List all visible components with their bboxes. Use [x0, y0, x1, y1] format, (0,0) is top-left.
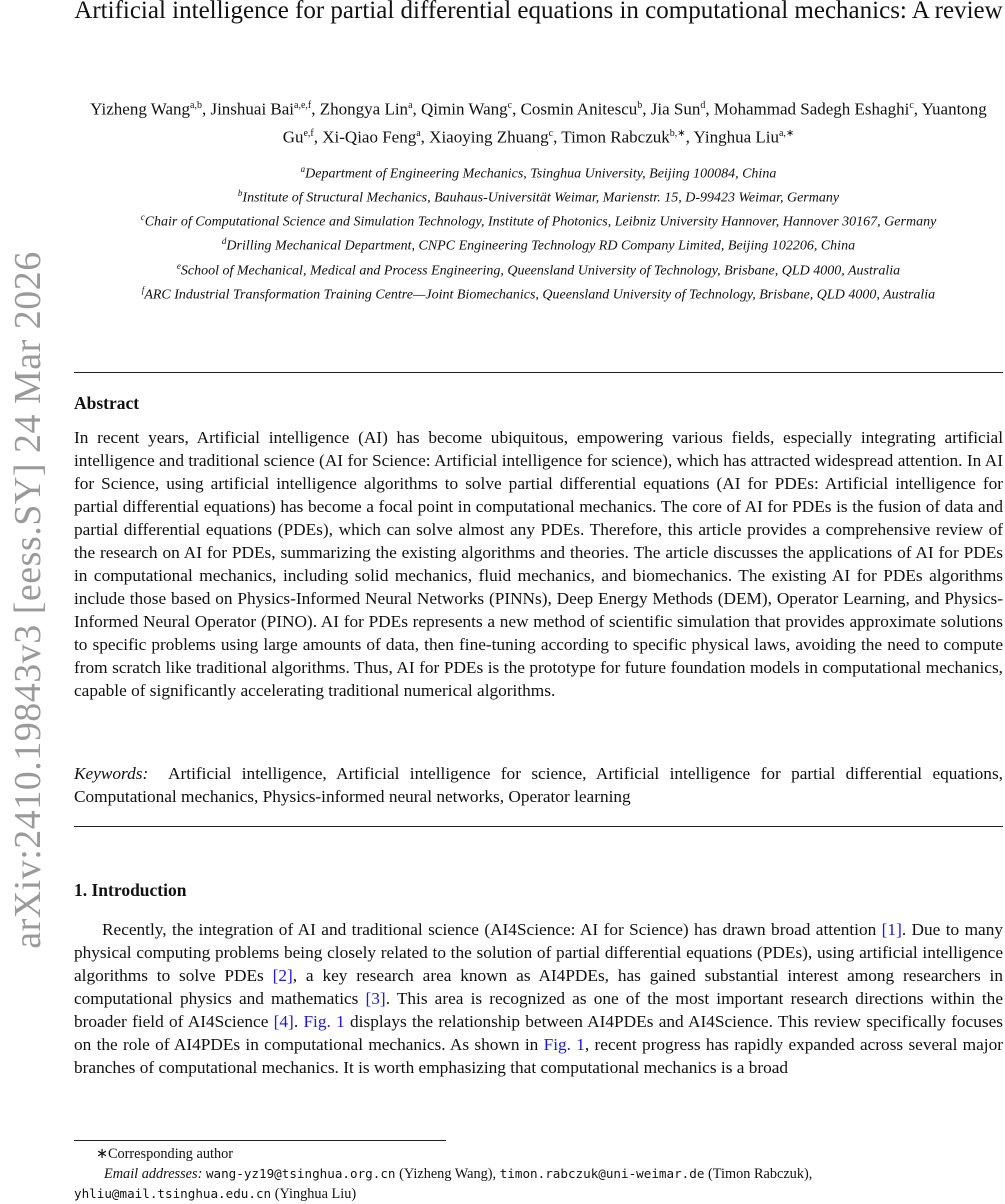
- author-affiliation-mark: a: [416, 127, 421, 139]
- author-name: Timon Rabczuk: [561, 127, 670, 147]
- affiliation-text: Department of Engineering Mechanics, Tsinghua University, Beijing 100084, China: [305, 166, 777, 182]
- affiliation-key: b: [237, 188, 243, 199]
- introduction-paragraph: Recently, the integration of AI and traditional science (AI4Science: AI for Science) has drawn broad attention [1]. Due to many physical computing problems being closely related to the solution of partial differential equations (PDEs), using artificial intelligence algorithms to solve PDEs [2], a key research area known as AI4PDEs, has gained substantial interest among researchers in computational physics and mathematics [3]. This area is recognized as one of the most important research directions within the broader field of AI4Science [4]. Fig. 1 displays the relationship between AI4PDEs and AI4Science. This review specifically focuses on the role of AI4PDEs in computational mechanics. As shown in Fig. 1, recent progress has rapidly expanded across several major branches of computational mechanics. It is worth emphasizing that computational mechanics is a broad: [74, 920, 1003, 1077]
- affiliation-key: c: [140, 212, 145, 223]
- citation-link[interactable]: [4]: [273, 1012, 294, 1031]
- author-affiliation-mark: c: [548, 127, 554, 139]
- affiliation-line: [74, 257, 1003, 281]
- author-name: Jinshuai Bai: [210, 99, 295, 119]
- affiliation-line: [74, 160, 1003, 184]
- abstract-heading: Abstract: [74, 393, 140, 413]
- abstract-text: In recent years, Artificial intelligence (AI) has become ubiquitous, empowering various fields, especially integrating artificial intelligence and traditional science (AI for Science: Artificial intelligence for science), which has attracted widespread attention. In AI for Science, using artificial intelligence algorithms to solve partial differential equations (AI for PDEs: Artificial intelligence for partial differential equations) has become a focal point in computational mechanics. The core of AI for PDEs is the fusion of data and partial differential equations (PDEs), which can solve almost any PDEs. Therefore, this article provides a comprehensive review of the research on AI for PDEs, summarizing the existing algorithms and theories. The article discusses the applications of AI for PDEs in computational mechanics, including solid mechanics, fluid mechanics, and biomechanics. The existing AI for PDEs algorithms include those based on Physics-Informed Neural Networks (PINNs), Deep Energy Methods (DEM), Operator Learning, and Physics-Informed Neural Operator (PINO). AI for PDEs represents a new method of scientific simulation that provides approximate solutions to specific problems using large amounts of data, then fine-tuning according to specific physical laws, avoiding the need to compute from scratch like traditional algorithms. Thus, AI for PDEs is the prototype for future foundation models in computational mechanics, capable of significantly accelerating traditional numerical algorithms.: [74, 428, 1003, 700]
- affiliation-key: a: [300, 164, 306, 174]
- author-name: Yinghua Liu: [693, 127, 779, 147]
- citation-link[interactable]: [3]: [365, 989, 386, 1008]
- email-label: Email addresses:: [104, 1166, 203, 1182]
- email-link[interactable]: timon.rabczuk@uni-weimar.de: [499, 1166, 705, 1181]
- author-name: Xi-Qiao Feng: [322, 127, 417, 147]
- affiliation-line: [74, 281, 1003, 305]
- affiliation-text: Chair of Computational Science and Simulation Technology, Institute of Photonics, Leibniz University Hannover, Hannover 30167, Germany: [144, 214, 937, 230]
- author-affiliation-mark: d: [700, 100, 706, 111]
- author-name: Cosmin Anitescu: [520, 99, 638, 119]
- footnote: [74, 1145, 1003, 1204]
- affiliation-list: [74, 160, 1003, 305]
- affiliation-line: [74, 184, 1003, 208]
- figure-link[interactable]: Fig. 1: [543, 1035, 585, 1054]
- author-affiliation-mark: b,∗: [669, 127, 686, 139]
- author-affiliation-mark: a,∗: [778, 127, 795, 139]
- abstract-bottom-rule: [74, 826, 1003, 827]
- email-link[interactable]: yhliu@mail.tsinghua.edu.cn: [74, 1186, 272, 1201]
- author-affiliation-mark: c: [507, 100, 513, 111]
- author-affiliation-mark: a,e,f: [294, 100, 312, 111]
- section-heading-introduction: 1. Introduction: [74, 880, 187, 900]
- author-affiliation-mark: a,b: [190, 100, 202, 111]
- author-name: Zhongya Lin: [319, 99, 409, 119]
- abstract-top-rule: [74, 372, 1003, 373]
- email-link[interactable]: wang-yz19@tsinghua.org.cn: [205, 1166, 396, 1181]
- affiliation-text: Institute of Structural Mechanics, Bauhaus-Universität Weimar, Marienstr. 15, D-99423 Weimar, Germany: [242, 190, 840, 206]
- corresponding-author-note: ∗Corresponding author: [96, 1146, 234, 1162]
- affiliation-text: School of Mechanical, Medical and Process Engineering, Queensland University of Technology, Brisbane, QLD 4000, Australia: [180, 263, 901, 279]
- email-line-2: yhliu@mail.tsinghua.edu.cn (Yinghua Liu): [74, 1186, 357, 1202]
- author-affiliation-mark: c: [909, 100, 914, 111]
- author-name: Xiaoying Zhuang: [429, 127, 549, 147]
- author-name: Yuantong Gu: [282, 99, 987, 147]
- keywords-text: Artificial intelligence, Artificial intelligence for science, Artificial intelligence for partial differential equations, Computational mechanics, Physics-informed neural networks, Operator learning: [74, 764, 1003, 806]
- arxiv-identifier-sidebar: arXiv:2410.19843v3 [eess.SY] 24 Mar 2026: [7, 251, 49, 949]
- affiliation-key: e: [176, 260, 181, 271]
- affiliation-line: [74, 232, 1003, 256]
- affiliation-line: [74, 208, 1003, 232]
- author-affiliation-mark: e,f: [303, 127, 314, 139]
- citation-link[interactable]: [1]: [881, 920, 902, 939]
- author-name: Qimin Wang: [421, 99, 508, 119]
- affiliation-text: ARC Industrial Transformation Training Centre—Joint Biomechanics, Queensland University of Technology, Brisbane, QLD 4000, Australia: [144, 287, 936, 303]
- keywords: [74, 762, 1003, 808]
- author-name: Jia Sun: [650, 99, 701, 119]
- email-line: Email addresses: wang-yz19@tsinghua.org.cn (Yizheng Wang), timon.rabczuk@uni-weimar.de (Timon Rabczuk),: [104, 1166, 813, 1182]
- citation-link[interactable]: [2]: [272, 966, 293, 985]
- author-name: Yizheng Wang: [90, 99, 190, 119]
- author-name: Mohammad Sadegh Eshaghi: [713, 99, 910, 119]
- footnote-rule: [74, 1140, 446, 1141]
- author-affiliation-mark: b: [637, 100, 643, 111]
- affiliation-key: f: [141, 284, 145, 295]
- affiliation-key: d: [221, 236, 227, 247]
- affiliation-text: Drilling Mechanical Department, CNPC Engineering Technology RD Company Limited, Beijing 102206, China: [226, 239, 856, 255]
- author-affiliation-mark: a: [408, 100, 413, 111]
- author-list: Yizheng Wang$^{a,b}$, Jinshuai Bai$^{a,e,f}$, Zhongya Lin$^a$, Qimin Wang$^c$, Cosmin Anitescu$^b$, Jia Sun$^d$, Mohammad Sadegh Eshaghi$^c$, Yuantong Gu$^{e,f}$, Xi-Qiao Feng$^a$, Xiaoying Zhuang$^c$, Timon Rabczuk$^{b,∗}$, Yinghua Liu$^{a,∗}$: [90, 99, 987, 147]
- paper-title: Artificial intelligence for partial differential equations in computational mechanics: A review: [74, 0, 1003, 24]
- figure-link[interactable]: Fig. 1: [303, 1012, 345, 1031]
- keywords-label: Keywords:: [74, 764, 149, 783]
